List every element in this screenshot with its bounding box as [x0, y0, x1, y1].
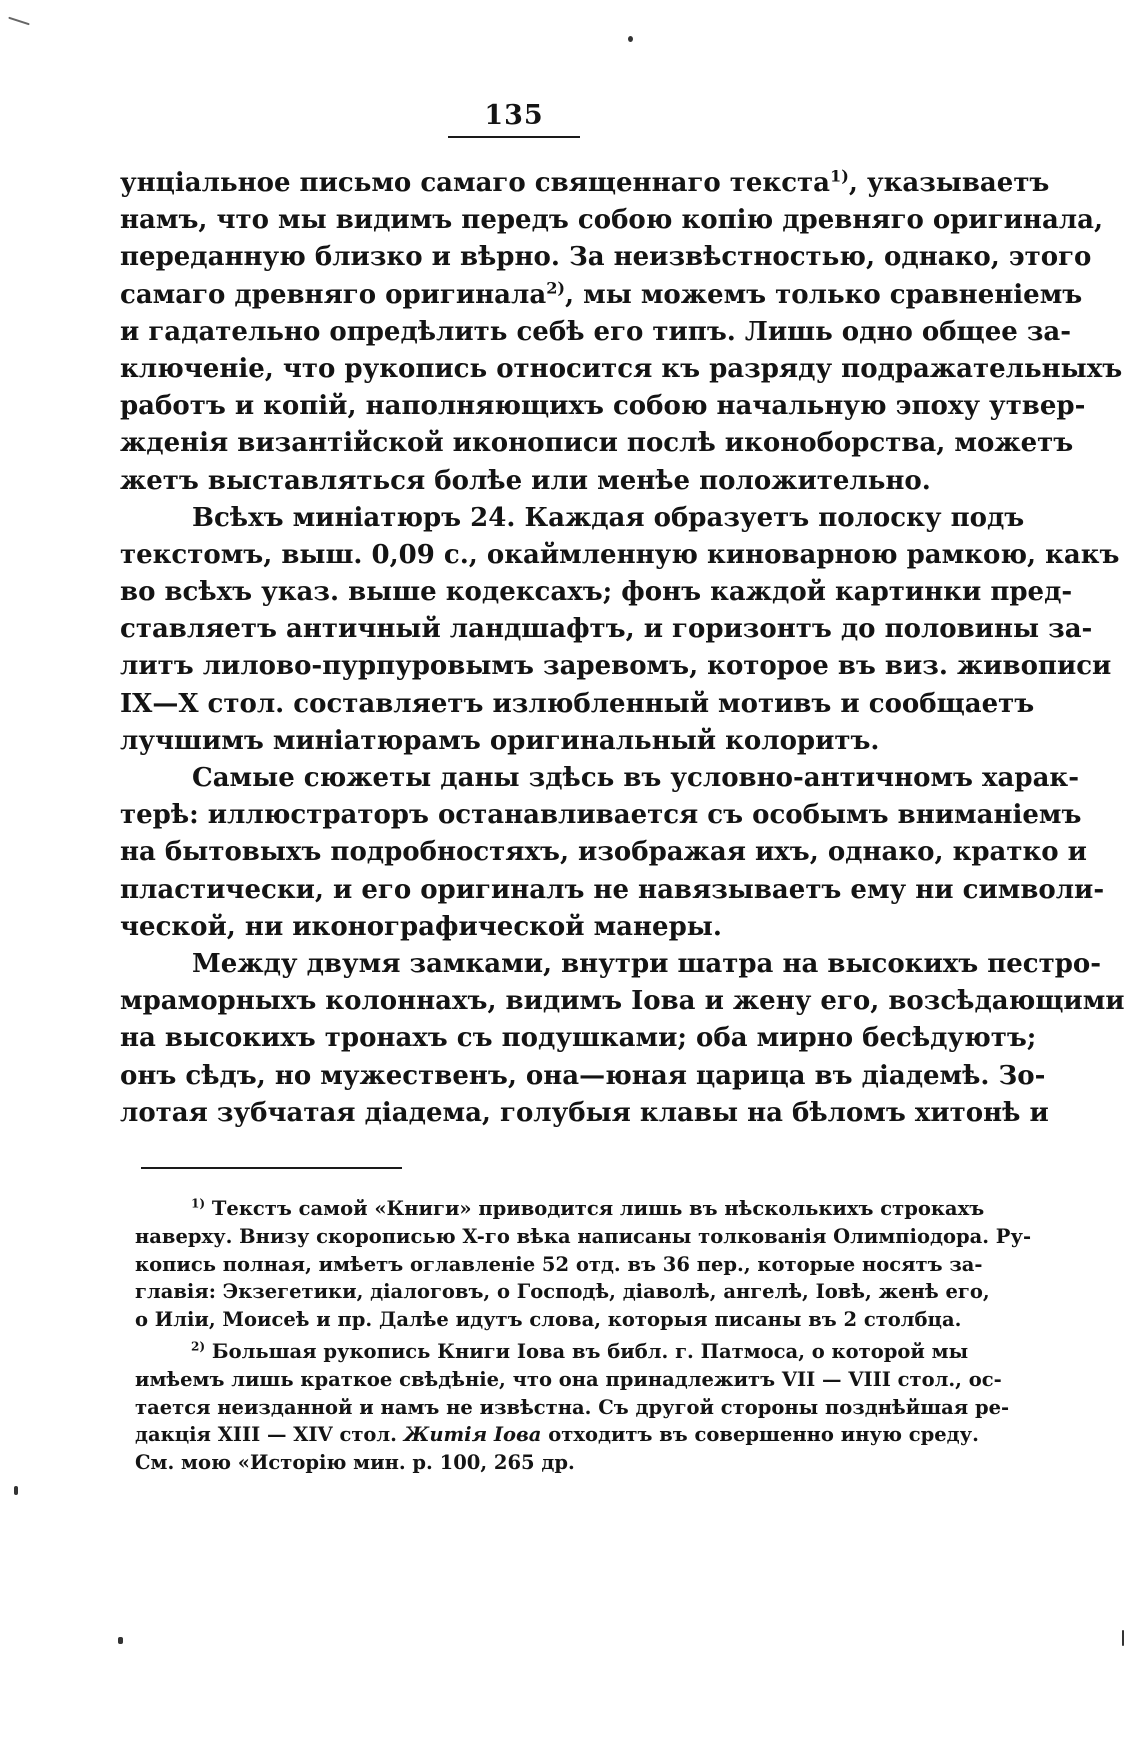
footnote-2-line: дакція XIII — XIV стол. Житія Іова отходитъ въ совершенно иную среду.: [135, 1423, 979, 1447]
footnote-1-line: копись полная, имѣетъ оглавленіе 52 отд. въ 36 пер., которые носятъ за-: [135, 1252, 983, 1276]
footnote-2-line: имѣемъ лишь краткое свѣдѣніе, что она принадлежитъ VII — VIII стол., ос-: [135, 1367, 1002, 1391]
body-line: пластически, и его оригиналъ не навязываетъ ему ни символи-: [120, 874, 1105, 905]
body-line: IX—X стол. составляетъ излюбленный мотивъ и сообщаетъ: [120, 688, 1035, 719]
body-line: онъ сѣдъ, но мужественъ, она—юная царица въ діадемѣ. Зо-: [120, 1060, 1046, 1091]
body-line: лучшимъ миніатюрамъ оригинальный колоритъ.: [120, 725, 880, 756]
body-line: жетъ выставляться болѣе или менѣе положительно.: [120, 465, 931, 496]
body-line: переданную близко и вѣрно. За неизвѣстностью, однако, этого: [120, 242, 1092, 273]
body-line: унціальное письмо самаго священнаго текста$^{1)}$, указываетъ: [120, 166, 1050, 198]
body-line: жденія византійской иконописи послѣ иконоборства, можетъ: [120, 428, 1074, 459]
body-line: работъ и копій, наполняющихъ собою начальную эпоху утвер-: [120, 391, 1086, 422]
footnote-ref-2[interactable]: 2): [546, 277, 566, 297]
body-line: лотая зубчатая діадема, голубыя клавы на бѣломъ хитонѣ и: [120, 1097, 1049, 1128]
footnote-2-line: $^{2)}$ Большая рукопись Книги Іова въ библ. г. Патмоса, о которой мы: [191, 1339, 969, 1363]
footnote-rule: [141, 1167, 402, 1169]
body-line: ключеніе, что рукопись относится къ разряду подражательныхъ: [120, 353, 1123, 384]
footnote-1-marker: 1): [191, 1196, 206, 1211]
body-line: во всѣхъ указ. выше кодексахъ; фонъ каждой картинки пред-: [120, 577, 1073, 608]
footnote-2-marker: 2): [191, 1339, 206, 1354]
footnote-2-title-italic: Житія Іова: [403, 1423, 542, 1447]
body-text: [120, 165, 1125, 1132]
footnote-2-line: тается неизданной и намъ не извѣстна. Съ другой стороны позднѣйшая ре-: [135, 1395, 1010, 1419]
header-rule: [448, 136, 580, 138]
body-line: Всѣхъ миніатюръ 24. Каждая образуетъ полоску подъ: [192, 502, 1025, 533]
footnote-1-line: $^{1)}$ Текстъ самой «Книги» приводится лишь въ нѣсколькихъ строкахъ: [191, 1196, 985, 1220]
body-line: Самые сюжеты даны здѣсь въ условно-античномъ харак-: [192, 763, 1079, 793]
body-line: ческой, ни иконографической манеры.: [120, 911, 722, 942]
footnote-ref-1[interactable]: 1): [830, 166, 849, 186]
scan-speck: [8, 17, 30, 26]
footnote-2-line: См. мою «Исторію мин. р. 100, 265 др.: [135, 1451, 575, 1475]
footnote-1-line: главія: Экзегетики, діалоговъ, о Господѣ, діаволѣ, ангелѣ, Іовѣ, женѣ его,: [135, 1280, 990, 1304]
body-line: и гадательно опредѣлить себѣ его типъ. Лишь одно общее за-: [120, 316, 1072, 347]
body-line: самаго древняго оригинала$^{2)}$, мы можемъ только сравненіемъ: [120, 277, 1083, 310]
body-line: намъ, что мы видимъ передъ собою копію древняго оригинала,: [120, 205, 1104, 236]
body-line: ставляетъ античный ландшафтъ, и горизонтъ до половины за-: [120, 614, 1093, 645]
page-number: 135: [484, 100, 544, 131]
body-line: на бытовыхъ подробностяхъ, изображая ихъ, однако, кратко и: [120, 837, 1087, 868]
footnote-1-line: о Иліи, Моисеѣ и пр. Далѣе идутъ слова, которыя писаны въ 2 столбца.: [135, 1308, 962, 1332]
body-line: текстомъ, выш. 0,09 с., окаймленную киноварною рамкою, какъ: [120, 539, 1120, 570]
scan-speck: [1122, 1630, 1124, 1646]
scan-speck: [628, 36, 633, 42]
body-line: терѣ: иллюстраторъ останавливается съ особымъ вниманіемъ: [120, 800, 1082, 831]
scan-speck: [14, 1486, 18, 1495]
body-line: на высокихъ тронахъ съ подушками; оба мирно бесѣдуютъ;: [120, 1023, 1037, 1054]
body-line: Между двумя замками, внутри шатра на высокихъ пестро-: [192, 948, 1102, 979]
footnotes: [135, 1195, 1032, 1477]
scan-speck: [118, 1637, 123, 1644]
body-line: мраморныхъ колоннахъ, видимъ Іова и жену его, возсѣдающими: [120, 986, 1125, 1017]
body-line: литъ лилово-пурпуровымъ заревомъ, которое въ виз. живописи: [120, 651, 1112, 682]
footnote-1-line: наверху. Внизу скорописью X-го вѣка написаны толкованія Олимпіодора. Ру-: [135, 1224, 1032, 1248]
